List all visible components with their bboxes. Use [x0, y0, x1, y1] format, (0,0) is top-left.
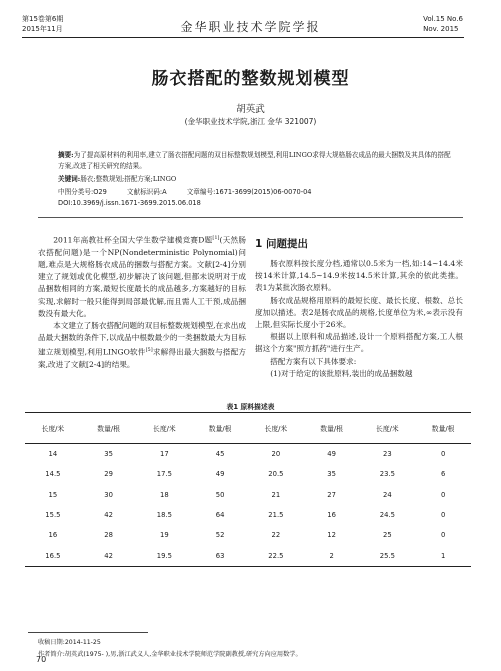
affiliation: (金华职业技术学院,浙江 金华 321007) [184, 117, 317, 126]
keywords-text: 肠衣;整数规划;搭配方案;LINGO [80, 175, 177, 183]
header-rule [22, 37, 464, 38]
header-cell: 长度/米 [137, 413, 193, 444]
table-cell: 18 [160, 490, 169, 499]
intro-paragraph-1: 2011年高教社杯全国大学生数学建模竞赛D题[1](天然肠衣搭配问题)是一个NP(Nondeterministic Polynomial)问题,难点是大规格肠衣成品的捆数与搭配方案。文献[2-4]分别建立了规划或优化模型,初步解决了该问题,但都未说明对于成品捆数相同的方案,最短长度最长的成品越多,方案越好的目标实现,求解时一般只能得到局部最优解,而且需人工干预,成品捆数没有最大化。 [38, 235, 246, 318]
raw-material-table [25, 412, 471, 567]
table-cell: 28 [104, 531, 113, 540]
author: 胡英武 [236, 104, 265, 115]
table-cell: 52 [215, 531, 225, 540]
header-cell: 数量/根 [81, 413, 137, 444]
table-cell: 49 [327, 450, 336, 459]
table-cell: 14.5 [45, 470, 61, 479]
table-cell: 50 [215, 490, 225, 499]
volume-issue-en: Vol.15 No.6 [423, 15, 463, 23]
table-cell: 35 [327, 470, 336, 479]
table-cell: 21.5 [268, 511, 284, 520]
table-cell: 25 [383, 531, 392, 540]
table-cell: 16.5 [25, 545, 81, 566]
table-row [25, 505, 471, 525]
table-cell: 12 [327, 531, 336, 540]
table-cell: 23 [383, 450, 392, 459]
table-row [25, 545, 471, 566]
section1-paragraph-3: 根据以上原料和成品描述,设计一个原料搭配方案,工人根据这个方案"照方抓药"进行生产。 [255, 332, 463, 354]
table-cell: 2 [304, 545, 360, 566]
table-cell: 6 [440, 470, 446, 479]
date-cn: 2015年11月 [22, 25, 63, 33]
table-cell: 18.5 [156, 511, 172, 520]
section1-paragraph-5: (1)对于给定的该批原料,装出的成品捆数越 [270, 368, 413, 378]
clc-number: 中图分类号:O29 [58, 188, 107, 196]
table-row [25, 464, 471, 484]
table-cell: 23.5 [379, 470, 395, 479]
section1-paragraph-1: 肠衣原料按长度分档,通常以0.5米为一档,如:14~14.4米按14米计算,14.5~14.9米按14.5米计算,其余的依此类推。表1为某批次肠衣原料。 [255, 259, 463, 293]
abstract [58, 150, 452, 172]
section1-paragraph-4: 搭配方案有以下具体要求: [270, 356, 357, 366]
table-cell: 29 [104, 470, 113, 479]
table-cell: 21 [271, 490, 281, 499]
intro-column [38, 232, 246, 371]
date-en: Nov. 2015 [423, 25, 459, 33]
document-code: 文献标识码:A [126, 188, 167, 196]
table-caption: 表1 原料描述表 [226, 403, 275, 411]
table-cell: 42 [104, 511, 113, 520]
page-number: 70 [36, 655, 47, 664]
header-cell: 数量/根 [415, 413, 471, 444]
citation-1: [1] [212, 235, 220, 241]
footnote-rule [28, 632, 148, 633]
header-cell: 长度/米 [25, 413, 81, 444]
table-cell: 20 [271, 450, 281, 459]
table-cell: 35 [104, 450, 113, 459]
table-cell: 63 [192, 545, 248, 566]
header-cell: 长度/米 [360, 413, 416, 444]
classification-meta [58, 186, 330, 196]
table-cell: 49 [215, 470, 225, 479]
abstract-label: 摘要: [58, 151, 74, 159]
table-cell: 22.5 [248, 545, 304, 566]
table-cell: 0 [440, 531, 446, 540]
volume-issue-cn: 第15卷第6期 [22, 15, 64, 23]
table-cell: 19 [160, 531, 169, 540]
keywords [58, 173, 452, 183]
table-cell: 0 [440, 450, 446, 459]
table-row [25, 485, 471, 505]
table-cell: 27 [327, 490, 336, 499]
intro-paragraph-2: 本文建立了肠衣搭配问题的双目标整数规划模型,在求出成品最大捆数的条件下,以成品中根数最少的一类捆数最大为目标建立规划模型,利用LINGO软件[5]求解得出最大捆数与搭配方案,改进了文献[2-4]的结果。 [38, 320, 246, 370]
abstract-divider [38, 217, 463, 218]
table-cell: 19.5 [137, 545, 193, 566]
table-cell: 16 [48, 531, 58, 540]
table-cell: 20.5 [268, 470, 284, 479]
table-cell: 45 [215, 450, 225, 459]
table-cell: 16 [327, 511, 336, 520]
section1-column [255, 258, 463, 380]
citation-5: [5] [145, 347, 153, 354]
author-bio: 作者简介:胡英武(1975- ),男,浙江武义人,金华职业技术学院师范学院副教授,研究方向应用数学。 [38, 651, 302, 658]
received-date: 收稿日期:2014-11-25 [38, 639, 101, 646]
header-cell: 数量/根 [304, 413, 360, 444]
table-cell: 30 [104, 490, 113, 499]
journal-title: 金华职业技术学院学报 [180, 20, 321, 34]
table-cell: 17.5 [156, 470, 172, 479]
table-cell: 24.5 [379, 511, 395, 520]
doi: DOI:10.3969/j.issn.1671-3699.2015.06.018 [58, 199, 201, 207]
table-cell: 64 [215, 511, 225, 520]
table-row [25, 444, 471, 465]
table-cell: 0 [440, 490, 446, 499]
table-cell: 42 [81, 545, 137, 566]
header-cell: 数量/根 [192, 413, 248, 444]
table-cell: 0 [440, 511, 446, 520]
keywords-label: 关键词: [58, 175, 81, 183]
header-volume-en [423, 14, 463, 34]
article-number: 文章编号:1671-3699(2015)06-0070-04 [186, 188, 312, 196]
abstract-text: 为了提高原材料的利用率,建立了肠衣搭配问题的双目标整数规划模型,利用LINGO求得大规格肠衣成品的最大捆数及其具体的搭配方案,改进了相关研究的结果。 [58, 151, 451, 170]
table-cell: 1 [415, 545, 471, 566]
paper-title: 肠衣搭配的整数规划模型 [151, 69, 350, 89]
table-cell: 24 [383, 490, 392, 499]
table-cell: 15 [48, 490, 58, 499]
table-cell: 22 [271, 531, 281, 540]
section-heading-1: 1 问题提出 [255, 238, 308, 250]
table-cell: 25.5 [360, 545, 416, 566]
table-cell: 15.5 [45, 511, 61, 520]
table-cell: 14 [48, 450, 58, 459]
table-header-row [25, 413, 471, 444]
table-row [25, 525, 471, 545]
header-cell: 长度/米 [248, 413, 304, 444]
table-cell: 17 [160, 450, 169, 459]
section1-paragraph-2: 肠衣成品规格用原料的最短长度、最长长度、根数、总长度加以描述。表2是肠衣成品的规格,长度单位为米,∞表示没有上限,但实际长度小于26米。 [255, 295, 463, 330]
